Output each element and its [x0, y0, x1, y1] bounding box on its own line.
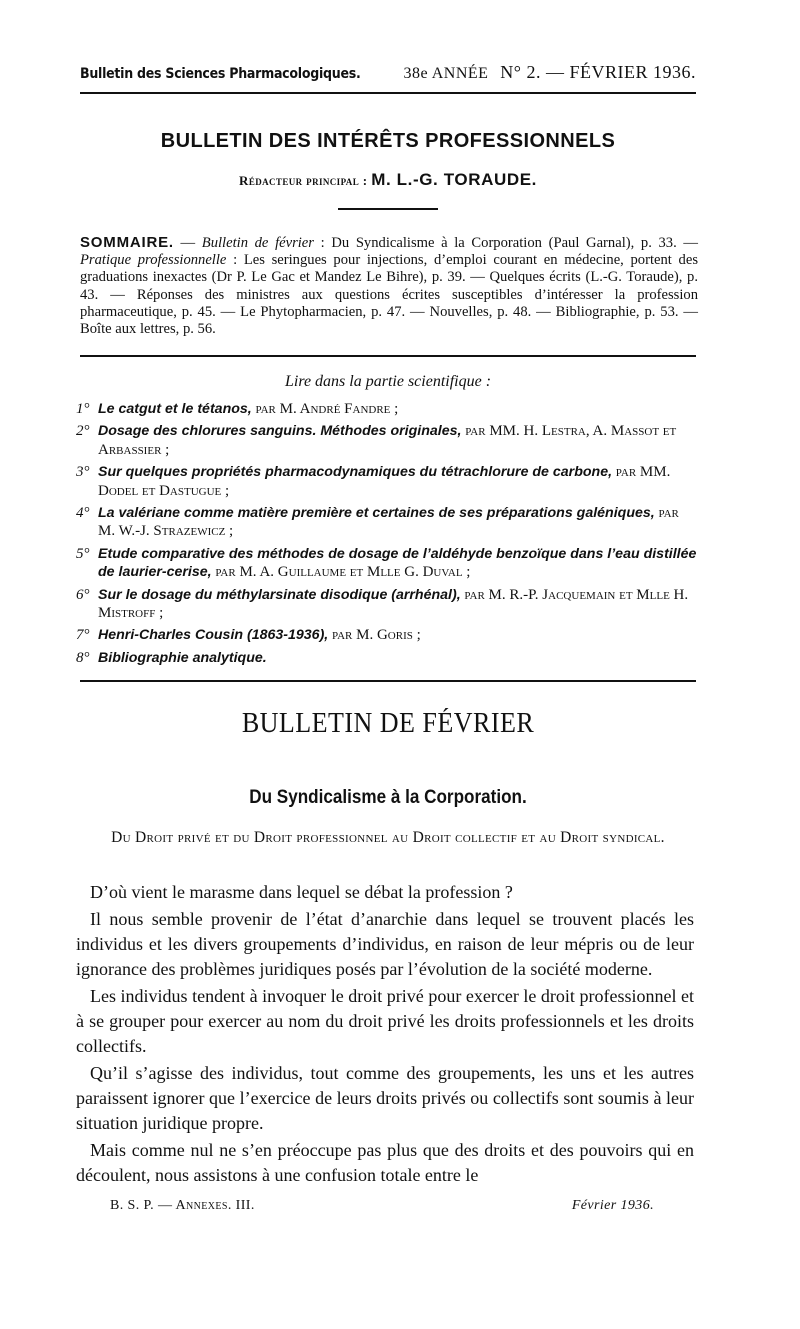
- item-number: 4°: [76, 505, 90, 522]
- paragraph: Mais comme nul ne s’en préoccupe pas plus que des droits et des pouvoirs qui en découlent, nous assistons à une confusion totale entre le: [76, 1140, 694, 1185]
- year-label: 38e ANNÉE: [403, 65, 489, 82]
- item-number: 7°: [76, 627, 90, 644]
- article-subtitle: Du Droit privé et du Droit professionnel au Droit collectif et au Droit syndical.: [111, 829, 665, 846]
- item-authors: par M. André Fandre ;: [251, 401, 399, 417]
- journal-title: Bulletin des Sciences Pharmacologiques.: [80, 66, 361, 82]
- sommaire-dash: —: [173, 235, 202, 251]
- item-authors: par M. A. Guillaume et Mlle G. Duval ;: [211, 564, 471, 581]
- list-item: [76, 649, 698, 667]
- header-rule: [80, 92, 696, 94]
- sommaire-rule: [80, 355, 696, 357]
- list-item: [76, 504, 698, 541]
- list-item: [76, 586, 698, 623]
- item-title: La valériane comme matière première et certaines de ses préparations galéniques,: [98, 505, 655, 522]
- footer-reference: B. S. P. — Annexes. III.: [110, 1198, 255, 1213]
- bulletin-title: BULLETIN DE FÉVRIER: [241, 708, 535, 739]
- paragraph: Qu’il s’agisse des individus, tout comme des groupements, les uns et les autres paraissent ignorer que l’exercice de leurs droits privés ou collectifs sont soumis à leur situation juridique propre.: [76, 1063, 694, 1133]
- paragraph: Il nous semble provenir de l’état d’anarchie dans lequel se trouvent placés les individus et les divers groupements d’individus, en raison de leur mépris ou de leur ignorance des problèmes juridiques posés par l’évolution de la société moderne.: [76, 909, 694, 979]
- item-title: Le catgut et le tétanos,: [98, 401, 252, 417]
- item-number: 6°: [76, 586, 90, 603]
- sommaire-heading: SOMMAIRE.: [80, 234, 174, 251]
- item-authors: par M. R.-P. Jacquemain et Mlle H. Mistroff ;: [98, 586, 689, 622]
- item-title: Etude comparative des méthodes de dosage de l’aldéhyde benzoïque dans l’eau distillée de laurier-cerise,: [98, 545, 697, 581]
- item-authors: par MM. H. Lestra, A. Massot et Arbassier ;: [98, 423, 677, 458]
- item-title: Henri-Charles Cousin (1863-1936),: [98, 627, 329, 644]
- list-item: [76, 400, 698, 418]
- sommaire-part1-text: : Du Syndicalisme à la Corporation (Paul Garnal), p. 33. —: [313, 235, 698, 251]
- item-number: 3°: [76, 464, 90, 481]
- editor-label: Rédacteur principal :: [239, 173, 368, 188]
- paragraph: D’où vient le marasme dans lequel se débat la profession ?: [90, 882, 513, 902]
- list-item: [76, 463, 698, 500]
- item-authors: par M. Goris ;: [328, 627, 421, 644]
- section-title: BULLETIN DES INTÉRÊTS PROFESSIONNELS: [160, 130, 616, 152]
- item-number: 2°: [76, 423, 90, 440]
- sommaire-part2-title: Pratique professionnelle: [80, 252, 227, 269]
- scientific-heading: Lire dans la partie scientifique :: [284, 373, 492, 390]
- article-body: [76, 880, 694, 1190]
- list-item: [76, 422, 698, 459]
- sommaire-part1-title: Bulletin de février: [201, 235, 314, 251]
- list-item: [76, 626, 698, 644]
- item-number: 8°: [76, 649, 90, 666]
- sommaire-part2-text: : Les seringues pour injections, d’emploi courant en médecine, portent des graduations inexactes (Dr P. Le Gac et Mandez Le Bihre), p. 39. — Quelques écrits (L.-G. Toraude), p. 43. — Réponses des ministres aux questions écrites susceptibles d’intéresser la profession pharmaceutique, p. 45. — Le Phytopharmacien, p. 47. — Nouvelles, p. 48. — Bibliographie, p. 53. — Boîte aux lettres, p. 56.: [80, 252, 698, 338]
- toc-rule: [80, 680, 696, 682]
- item-title: Bibliographie analytique.: [98, 649, 267, 666]
- editor-name: M. L.-G. TORAUDE.: [371, 170, 537, 189]
- item-authors: par MM. Dodel et Dastugue ;: [98, 464, 671, 499]
- item-number: 1°: [76, 401, 90, 417]
- issue-label: N° 2. — FÉVRIER 1936.: [500, 62, 696, 82]
- item-title: Sur le dosage du méthylarsinate disodique (arrhénal),: [98, 586, 461, 603]
- item-number: 5°: [76, 545, 90, 562]
- list-item: [76, 545, 698, 582]
- footer-date: Février 1936.: [571, 1198, 654, 1213]
- page-footer: [110, 1198, 654, 1214]
- short-divider: [338, 208, 438, 210]
- item-authors: par M. W.-J. Strazewicz ;: [98, 505, 679, 540]
- paragraph: Les individus tendent à invoquer le droit privé pour exercer le droit professionnel et à se grouper pour exercer au nom du droit privé les droits professionnels et les droits collectifs.: [76, 986, 694, 1056]
- item-title: Dosage des chlorures sanguins. Méthodes originales,: [98, 423, 462, 440]
- article-title: Du Syndicalisme à la Corporation.: [249, 787, 527, 808]
- sommaire-block: [80, 234, 698, 338]
- editor-line: [80, 170, 696, 190]
- item-title: Sur quelques propriétés pharmacodynamiques du tétrachlorure de carbone,: [98, 464, 613, 481]
- scientific-list: [76, 400, 698, 671]
- running-head: [80, 62, 696, 83]
